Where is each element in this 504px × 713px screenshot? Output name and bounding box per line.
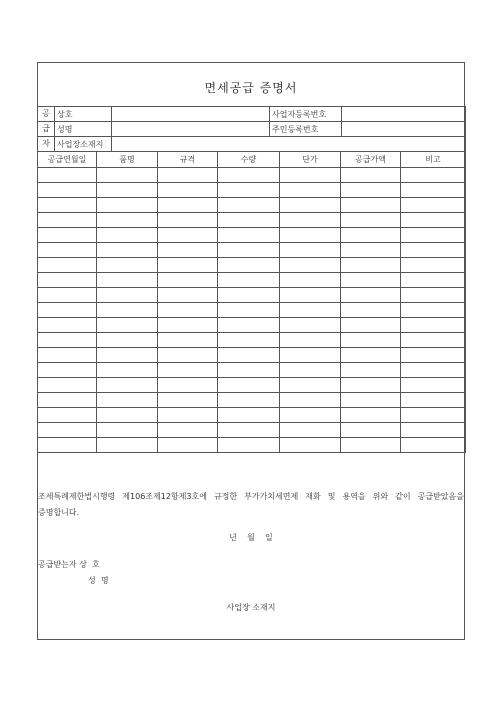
- supplier-side-char-2: 급: [38, 122, 55, 137]
- item-cell[interactable]: [38, 318, 97, 333]
- item-cell[interactable]: [218, 408, 280, 423]
- item-cell[interactable]: [341, 318, 401, 333]
- table-row: [38, 288, 466, 303]
- item-cell[interactable]: [97, 183, 158, 198]
- item-cell[interactable]: [38, 273, 97, 288]
- item-cell[interactable]: [218, 363, 280, 378]
- header-supply-date: 공급연월일: [38, 152, 97, 168]
- name-field[interactable]: [112, 122, 270, 137]
- table-row: [38, 183, 466, 198]
- item-cell[interactable]: [218, 348, 280, 363]
- trade-name-field[interactable]: [112, 107, 270, 122]
- item-cell[interactable]: [401, 198, 466, 213]
- item-cell[interactable]: [280, 258, 341, 273]
- item-cell[interactable]: [341, 378, 401, 393]
- item-cell[interactable]: [401, 183, 466, 198]
- item-cell[interactable]: [218, 243, 280, 258]
- item-cell[interactable]: [38, 348, 97, 363]
- item-cell[interactable]: [218, 213, 280, 228]
- item-cell[interactable]: [218, 438, 280, 453]
- item-cell[interactable]: [280, 318, 341, 333]
- item-cell[interactable]: [341, 423, 401, 438]
- item-cell[interactable]: [280, 348, 341, 363]
- table-row: [38, 438, 466, 453]
- item-cell[interactable]: [280, 393, 341, 408]
- trade-name-label: 상호: [55, 107, 112, 122]
- item-cell[interactable]: [38, 438, 97, 453]
- item-cell[interactable]: [341, 228, 401, 243]
- item-cell[interactable]: [97, 258, 158, 273]
- item-cell[interactable]: [218, 198, 280, 213]
- certificate-document: [37, 62, 465, 640]
- item-cell[interactable]: [38, 288, 97, 303]
- table-row: [38, 363, 466, 378]
- item-cell[interactable]: [38, 363, 97, 378]
- table-row: [38, 408, 466, 423]
- address-label: 사업장소재지: [55, 137, 112, 152]
- receiver-trade-name-line: [38, 559, 100, 570]
- item-cell[interactable]: [97, 423, 158, 438]
- item-cell[interactable]: [341, 213, 401, 228]
- receiver-name-line: [38, 575, 109, 586]
- date-line: 년 월 일: [229, 533, 273, 542]
- item-cell[interactable]: [280, 213, 341, 228]
- item-cell[interactable]: [280, 228, 341, 243]
- item-cell[interactable]: [158, 168, 218, 183]
- item-cell[interactable]: [158, 348, 218, 363]
- table-row: [38, 378, 466, 393]
- header-remarks: 비고: [401, 152, 466, 168]
- item-cell[interactable]: [280, 288, 341, 303]
- item-cell[interactable]: [280, 363, 341, 378]
- item-cell[interactable]: [218, 258, 280, 273]
- item-cell[interactable]: [158, 198, 218, 213]
- item-cell[interactable]: [280, 438, 341, 453]
- table-row: [38, 243, 466, 258]
- business-no-label: 사업자등록번호: [270, 107, 342, 122]
- receiver-label: 공급받는자: [38, 560, 77, 569]
- item-cell[interactable]: [401, 318, 466, 333]
- item-cell[interactable]: [218, 273, 280, 288]
- item-cell[interactable]: [97, 198, 158, 213]
- address-field[interactable]: [112, 137, 466, 152]
- item-cell[interactable]: [401, 423, 466, 438]
- item-cell[interactable]: [401, 228, 466, 243]
- item-cell[interactable]: [158, 438, 218, 453]
- item-cell[interactable]: [280, 273, 341, 288]
- item-cell[interactable]: [280, 168, 341, 183]
- item-cell[interactable]: [97, 168, 158, 183]
- item-cell[interactable]: [280, 408, 341, 423]
- business-no-field[interactable]: [342, 107, 466, 122]
- item-cell[interactable]: [280, 183, 341, 198]
- supplier-side-char-3: 자: [38, 137, 55, 152]
- item-cell[interactable]: [38, 243, 97, 258]
- item-cell[interactable]: [38, 333, 97, 348]
- item-cell[interactable]: [218, 378, 280, 393]
- item-cell[interactable]: [38, 378, 97, 393]
- header-item-name: 품명: [97, 152, 158, 168]
- item-cell[interactable]: [401, 258, 466, 273]
- item-cell[interactable]: [38, 168, 97, 183]
- item-cell[interactable]: [97, 333, 158, 348]
- item-cell[interactable]: [341, 363, 401, 378]
- item-cell[interactable]: [158, 183, 218, 198]
- item-cell[interactable]: [341, 333, 401, 348]
- item-cell[interactable]: [97, 408, 158, 423]
- item-cell[interactable]: [97, 288, 158, 303]
- item-cell[interactable]: [341, 303, 401, 318]
- item-cell[interactable]: [341, 408, 401, 423]
- item-cell[interactable]: [38, 258, 97, 273]
- item-cell[interactable]: [218, 228, 280, 243]
- receiver-trade-name-label: 상 호: [79, 560, 100, 569]
- item-cell[interactable]: [341, 348, 401, 363]
- item-cell[interactable]: [218, 303, 280, 318]
- item-cell[interactable]: [38, 183, 97, 198]
- item-cell[interactable]: [280, 303, 341, 318]
- item-cell[interactable]: [341, 258, 401, 273]
- item-cell[interactable]: [341, 288, 401, 303]
- table-row: [38, 423, 466, 438]
- item-cell[interactable]: [158, 393, 218, 408]
- table-row: [38, 303, 466, 318]
- item-cell[interactable]: [158, 243, 218, 258]
- item-cell[interactable]: [401, 438, 466, 453]
- item-cell[interactable]: [401, 303, 466, 318]
- table-row: [38, 273, 466, 288]
- item-cell[interactable]: [401, 273, 466, 288]
- item-cell[interactable]: [218, 288, 280, 303]
- item-cell[interactable]: [280, 198, 341, 213]
- item-cell[interactable]: [97, 213, 158, 228]
- item-cell[interactable]: [341, 243, 401, 258]
- item-cell[interactable]: [401, 393, 466, 408]
- item-cell[interactable]: [401, 363, 466, 378]
- item-cell[interactable]: [38, 303, 97, 318]
- item-cell[interactable]: [97, 228, 158, 243]
- item-cell[interactable]: [38, 198, 97, 213]
- item-cell[interactable]: [158, 378, 218, 393]
- item-cell[interactable]: [38, 213, 97, 228]
- header-quantity: 수량: [218, 152, 280, 168]
- item-cell[interactable]: [341, 438, 401, 453]
- header-spec: 규격: [158, 152, 218, 168]
- item-cell[interactable]: [341, 168, 401, 183]
- item-cell[interactable]: [218, 423, 280, 438]
- item-cell[interactable]: [401, 333, 466, 348]
- item-cell[interactable]: [401, 213, 466, 228]
- item-cell[interactable]: [158, 408, 218, 423]
- item-cell[interactable]: [158, 258, 218, 273]
- item-cell[interactable]: [158, 318, 218, 333]
- item-cell[interactable]: [280, 333, 341, 348]
- resident-no-field[interactable]: [342, 122, 466, 137]
- item-cell[interactable]: [341, 273, 401, 288]
- item-cell[interactable]: [158, 363, 218, 378]
- resident-no-label: 주민등록번호: [270, 122, 342, 137]
- item-rows: [38, 168, 466, 453]
- item-cell[interactable]: [97, 273, 158, 288]
- item-cell[interactable]: [158, 273, 218, 288]
- item-cell[interactable]: [218, 393, 280, 408]
- item-cell[interactable]: [97, 363, 158, 378]
- item-cell[interactable]: [97, 393, 158, 408]
- certification-text: 조세특례제한법시행령 제106조제12항제3호에 규정한 부가가치세면제 재화 및 용역을 위와 같이 공급받았음을 증명합니다.: [38, 492, 464, 517]
- item-cell[interactable]: [158, 213, 218, 228]
- item-cell[interactable]: [97, 378, 158, 393]
- item-cell[interactable]: [38, 408, 97, 423]
- item-cell[interactable]: [280, 423, 341, 438]
- table-row: [38, 213, 466, 228]
- name-label: 성명: [55, 122, 112, 137]
- item-cell[interactable]: [38, 423, 97, 438]
- item-cell[interactable]: [401, 243, 466, 258]
- item-cell[interactable]: [341, 198, 401, 213]
- item-cell[interactable]: [218, 318, 280, 333]
- item-cell[interactable]: [38, 393, 97, 408]
- supplier-info-table: [37, 106, 466, 152]
- item-cell[interactable]: [97, 303, 158, 318]
- item-cell[interactable]: [401, 408, 466, 423]
- item-cell[interactable]: [158, 333, 218, 348]
- receiver-name-label: 성 명: [88, 576, 109, 585]
- place-label: 사업장 소재지: [226, 603, 276, 612]
- item-cell[interactable]: [218, 168, 280, 183]
- table-row: [38, 258, 466, 273]
- items-table: [37, 151, 466, 453]
- item-cell[interactable]: [401, 168, 466, 183]
- item-cell[interactable]: [401, 348, 466, 363]
- table-row: [38, 168, 466, 183]
- item-cell[interactable]: [280, 378, 341, 393]
- table-row: [38, 318, 466, 333]
- item-cell[interactable]: [97, 438, 158, 453]
- header-unit-price: 단가: [280, 152, 341, 168]
- table-row: [38, 333, 466, 348]
- header-supply-value: 공급가액: [341, 152, 401, 168]
- item-cell[interactable]: [97, 243, 158, 258]
- item-cell[interactable]: [280, 243, 341, 258]
- item-cell[interactable]: [341, 393, 401, 408]
- supplier-side-char-1: 공: [38, 107, 55, 122]
- item-cell[interactable]: [158, 303, 218, 318]
- item-cell[interactable]: [218, 183, 280, 198]
- table-row: [38, 198, 466, 213]
- table-row: [38, 228, 466, 243]
- item-cell[interactable]: [97, 318, 158, 333]
- item-cell[interactable]: [401, 288, 466, 303]
- item-cell[interactable]: [341, 183, 401, 198]
- item-cell[interactable]: [401, 378, 466, 393]
- table-row: [38, 393, 466, 408]
- table-row: [38, 348, 466, 363]
- document-title: 면세공급 증명서: [204, 81, 298, 95]
- item-cell[interactable]: [218, 333, 280, 348]
- item-cell[interactable]: [158, 288, 218, 303]
- item-cell[interactable]: [158, 423, 218, 438]
- item-cell[interactable]: [38, 228, 97, 243]
- item-cell[interactable]: [158, 228, 218, 243]
- item-cell[interactable]: [97, 348, 158, 363]
